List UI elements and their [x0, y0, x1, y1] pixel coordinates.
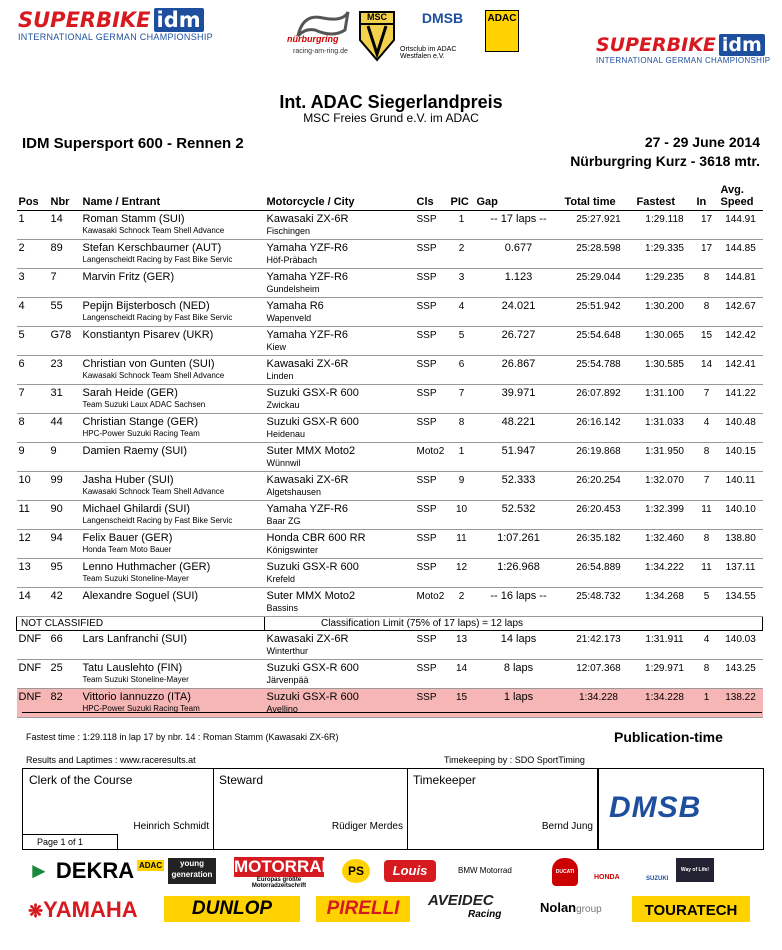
cell-cls: SSP [415, 689, 449, 718]
cell-nbr: 89 [49, 240, 81, 269]
cell-pic: 3 [449, 269, 475, 298]
cell-cls: SSP [415, 501, 449, 530]
cell-name: Lenno Huthmacher (GER) Team Suzuki Stoneline-Mayer [81, 559, 265, 588]
cell-total: 12:07.368 [563, 660, 635, 689]
cell-cls: Moto2 [415, 588, 449, 617]
cell-fastest: 1:31.100 [635, 385, 695, 414]
col-pos: Pos [17, 184, 49, 211]
ps-logo: PS [342, 859, 370, 883]
cell-speed: 140.48 [719, 414, 763, 443]
cell-cls: SSP [415, 240, 449, 269]
nurburgring-logo: nürburgring racing-am-ring.de [285, 8, 365, 68]
cell-pos: 11 [17, 501, 49, 530]
ducati-logo: DUCATI [552, 858, 578, 886]
cell-in: 11 [695, 501, 719, 530]
cell-total: 26:07.892 [563, 385, 635, 414]
cell-total: 21:42.173 [563, 631, 635, 660]
cell-total: 25:28.598 [563, 240, 635, 269]
motorrad-logo: MOTORRAD Europas größte Motorradzeitschrift [234, 857, 334, 889]
clerk-label: Clerk of the Course [29, 773, 133, 787]
cell-nbr: 42 [49, 588, 81, 617]
cell-nbr: 14 [49, 211, 81, 240]
cell-pos: 14 [17, 588, 49, 617]
table-row [17, 385, 763, 414]
cell-name: Roman Stamm (SUI) Kawasaki Schnock Team Shell Advance [81, 211, 265, 240]
table-row [17, 660, 763, 689]
table-row [17, 588, 763, 617]
cell-total: 26:20.254 [563, 472, 635, 501]
dmsb-box [598, 768, 764, 850]
cell-cls: SSP [415, 660, 449, 689]
cell-gap: 39.971 [475, 385, 563, 414]
cell-total: 25:51.942 [563, 298, 635, 327]
cell-pic: 13 [449, 631, 475, 660]
cell-name: Jasha Huber (SUI) Kawasaki Schnock Team Shell Advance [81, 472, 265, 501]
col-nbr: Nbr [49, 184, 81, 211]
adac-sponsor-logo: ADAC [139, 861, 163, 870]
cell-pic: 10 [449, 501, 475, 530]
cell-name: Felix Bauer (GER) Honda Team Moto Bauer [81, 530, 265, 559]
event-dates: 27 - 29 June 2014 [644, 134, 760, 150]
event-subtitle: MSC Freies Grund e.V. im ADAC [303, 111, 479, 125]
cell-moto: Honda CBR 600 RR Königswinter [265, 530, 415, 559]
table-row [17, 327, 763, 356]
timekeeper-name: Bernd Jung [541, 821, 593, 832]
table-row [17, 414, 763, 443]
cell-nbr: 25 [49, 660, 81, 689]
cell-in: 17 [695, 240, 719, 269]
dmsb-ortsclub-logo: DMSB Ortsclub im ADAC Westfalen e.V. [400, 10, 464, 60]
cell-pos: 1 [17, 211, 49, 240]
cell-in: 5 [695, 588, 719, 617]
event-title: Int. ADAC Siegerlandpreis [279, 92, 503, 112]
cell-in: 8 [695, 443, 719, 472]
bmw-logo: BMW Motorrad [458, 866, 512, 875]
cell-nbr: 23 [49, 356, 81, 385]
timekeeper-cell [407, 769, 598, 849]
table-row [17, 269, 763, 298]
table-row [17, 530, 763, 559]
cell-speed: 141.22 [719, 385, 763, 414]
cell-speed: 138.80 [719, 530, 763, 559]
col-in: In [695, 184, 719, 211]
cell-nbr: 7 [49, 269, 81, 298]
cell-speed: 134.55 [719, 588, 763, 617]
cell-in: 8 [695, 298, 719, 327]
publication-time: Publication-time [614, 729, 723, 745]
cell-nbr: G78 [49, 327, 81, 356]
cell-pic: 8 [449, 414, 475, 443]
col-total: Total time [563, 184, 635, 211]
cell-pic: 4 [449, 298, 475, 327]
cell-moto: Kawasaki ZX-6R Fischingen [265, 211, 415, 240]
cell-name: Pepijn Bijsterbosch (NED) Langenscheidt Racing by Fast Bike Servic [81, 298, 265, 327]
cell-cls: Moto2 [415, 443, 449, 472]
cell-speed: 143.25 [719, 660, 763, 689]
fastest-time-note: Fastest time : 1:29.118 in lap 17 by nbr. 14 : Roman Stamm (Kawasaki ZX-6R) [26, 732, 339, 742]
col-name: Name / Entrant [81, 184, 265, 211]
cell-total: 25:54.648 [563, 327, 635, 356]
cell-speed: 137.11 [719, 559, 763, 588]
superbike-logo-right: SUPERBIKE idm INTERNATIONAL GERMAN CHAMPIONSHIP [596, 34, 771, 65]
footer-divider [22, 712, 762, 713]
cell-pic: 14 [449, 660, 475, 689]
cell-pic: 2 [449, 588, 475, 617]
cell-pic: 1 [449, 443, 475, 472]
dekra-logo: ► DEKRA [28, 858, 135, 883]
cell-name: Konstiantyn Pisarev (UKR) [81, 327, 265, 356]
pirelli-logo: PIRELLI [316, 896, 410, 922]
aveidec-logo: AVEIDEC Racing [428, 892, 502, 920]
table-row [17, 443, 763, 472]
dmsb-logo: DMSB [609, 791, 702, 824]
cell-cls: SSP [415, 356, 449, 385]
cell-fastest: 1:30.200 [635, 298, 695, 327]
cell-pos: 2 [17, 240, 49, 269]
cell-total: 26:16.142 [563, 414, 635, 443]
cell-cls: SSP [415, 631, 449, 660]
cell-gap: 1 laps [475, 689, 563, 718]
table-row [17, 689, 763, 718]
cell-fastest: 1:32.070 [635, 472, 695, 501]
cell-moto: Kawasaki ZX-6R Winterthur [265, 631, 415, 660]
cell-name: Christian von Gunten (SUI) Kawasaki Schnock Team Shell Advance [81, 356, 265, 385]
cell-speed: 144.91 [719, 211, 763, 240]
cell-nbr: 55 [49, 298, 81, 327]
table-row [17, 211, 763, 240]
circuit-name: Nürburgring Kurz - 3618 mtr. [570, 153, 760, 169]
suzuki-logo: SUZUKI [646, 876, 669, 882]
cell-gap: -- 17 laps -- [475, 211, 563, 240]
cell-speed: 142.41 [719, 356, 763, 385]
cell-in: 8 [695, 660, 719, 689]
timekeeping-note: Timekeeping by : SDO SportTiming [444, 755, 585, 765]
cell-moto: Suzuki GSX-R 600 Järvenpää [265, 660, 415, 689]
cell-moto: Yamaha YZF-R6 Baar ZG [265, 501, 415, 530]
cell-fastest: 1:31.033 [635, 414, 695, 443]
young-generation-logo: young generation [168, 858, 216, 884]
cell-nbr: 82 [49, 689, 81, 718]
cell-total: 1:34.228 [563, 689, 635, 718]
louis-logo: Louis [384, 860, 436, 882]
cell-cls: SSP [415, 327, 449, 356]
cell-moto: Suzuki GSX-R 600 Krefeld [265, 559, 415, 588]
cell-pos: 4 [17, 298, 49, 327]
cell-total: 26:35.182 [563, 530, 635, 559]
cell-gap: 0.677 [475, 240, 563, 269]
adac-logo: ADAC [485, 10, 519, 52]
cell-speed: 144.85 [719, 240, 763, 269]
touratech-logo: TOURATECH [632, 896, 750, 922]
cell-pos: 5 [17, 327, 49, 356]
cell-moto: Suzuki GSX-R 600 Zwickau [265, 385, 415, 414]
cell-nbr: 31 [49, 385, 81, 414]
cell-cls: SSP [415, 385, 449, 414]
cell-pos: 7 [17, 385, 49, 414]
table-row [17, 356, 763, 385]
cell-gap: 1.123 [475, 269, 563, 298]
cell-fastest: 1:34.268 [635, 588, 695, 617]
cell-total: 25:29.044 [563, 269, 635, 298]
nolan-logo: Nolangroup [540, 900, 602, 915]
table-row [17, 559, 763, 588]
cell-name: Stefan Kerschbaumer (AUT) Langenscheidt Racing by Fast Bike Servic [81, 240, 265, 269]
cell-in: 11 [695, 559, 719, 588]
cell-gap: 52.532 [475, 501, 563, 530]
cell-fastest: 1:32.399 [635, 501, 695, 530]
col-fastest: Fastest [635, 184, 695, 211]
cell-speed: 142.42 [719, 327, 763, 356]
steward-name: Rüdiger Merdes [331, 821, 403, 832]
table-row [17, 631, 763, 660]
cell-gap: 8 laps [475, 660, 563, 689]
cell-name: Damien Raemy (SUI) [81, 443, 265, 472]
cell-nbr: 99 [49, 472, 81, 501]
cell-nbr: 90 [49, 501, 81, 530]
cell-gap: 1:26.968 [475, 559, 563, 588]
cell-pos: 13 [17, 559, 49, 588]
cell-nbr: 95 [49, 559, 81, 588]
cell-name: Alexandre Soguel (SUI) [81, 588, 265, 617]
cell-fastest: 1:32.460 [635, 530, 695, 559]
col-speed [719, 184, 763, 211]
not-classified-label: NOT CLASSIFIED [17, 617, 265, 631]
cell-moto: Yamaha YZF-R6 Gundelsheim [265, 269, 415, 298]
cell-pic: 9 [449, 472, 475, 501]
cell-pic: 1 [449, 211, 475, 240]
cell-pic: 11 [449, 530, 475, 559]
cell-moto: Yamaha YZF-R6 Kiew [265, 327, 415, 356]
table-row [17, 472, 763, 501]
cell-pic: 7 [449, 385, 475, 414]
cell-moto: Suzuki GSX-R 600 Avellino [265, 689, 415, 718]
cell-cls: SSP [415, 269, 449, 298]
cell-name: Sarah Heide (GER) Team Suzuki Laux ADAC Sachsen [81, 385, 265, 414]
cell-in: 8 [695, 269, 719, 298]
cell-gap: 24.021 [475, 298, 563, 327]
cell-name: Vittorio Iannuzzo (ITA) HPC-Power Suzuki Racing Team [81, 689, 265, 718]
cell-cls: SSP [415, 530, 449, 559]
table-header [17, 184, 763, 211]
cell-speed: 138.22 [719, 689, 763, 718]
col-moto: Motorcycle / City [265, 184, 415, 211]
cell-total: 25:27.921 [563, 211, 635, 240]
honda-logo: HONDA [594, 874, 620, 881]
cell-fastest: 1:29.118 [635, 211, 695, 240]
cell-nbr: 66 [49, 631, 81, 660]
cell-name: Marvin Fritz (GER) [81, 269, 265, 298]
cell-speed: 144.81 [719, 269, 763, 298]
cell-cls: SSP [415, 211, 449, 240]
superbike-logo-left: SUPERBIKE idm INTERNATIONAL GERMAN CHAMPIONSHIP [18, 8, 213, 42]
cell-cls: SSP [415, 414, 449, 443]
cell-speed: 142.67 [719, 298, 763, 327]
cell-fastest: 1:30.585 [635, 356, 695, 385]
cell-fastest: 1:31.911 [635, 631, 695, 660]
cell-gap: 51.947 [475, 443, 563, 472]
cell-nbr: 94 [49, 530, 81, 559]
classification-limit: Classification Limit (75% of 17 laps) = 12 laps [265, 617, 763, 631]
cell-pos: DNF [17, 660, 49, 689]
cell-pic: 12 [449, 559, 475, 588]
results-table [16, 184, 763, 718]
wayoflife-logo: Way of Life! [676, 858, 714, 882]
msc-logo: MSC [358, 10, 396, 62]
cell-fastest: 1:31.950 [635, 443, 695, 472]
cell-name: Michael Ghilardi (SUI) Langenscheidt Racing by Fast Bike Servic [81, 501, 265, 530]
not-classified-row [17, 617, 763, 631]
cell-moto: Yamaha R6 Wapenveld [265, 298, 415, 327]
dunlop-logo: DUNLOP [164, 896, 300, 922]
cell-moto: Yamaha YZF-R6 Höf-Präbach [265, 240, 415, 269]
cell-pic: 6 [449, 356, 475, 385]
cell-gap: -- 16 laps -- [475, 588, 563, 617]
cell-cls: SSP [415, 472, 449, 501]
cell-pos: 6 [17, 356, 49, 385]
cell-pos: 3 [17, 269, 49, 298]
steward-label: Steward [219, 773, 264, 787]
col-gap: Gap [475, 184, 563, 211]
cell-nbr: 9 [49, 443, 81, 472]
cell-fastest: 1:34.228 [635, 689, 695, 718]
cell-pos: 12 [17, 530, 49, 559]
cell-name: Lars Lanfranchi (SUI) [81, 631, 265, 660]
cell-gap: 52.333 [475, 472, 563, 501]
timekeeper-label: Timekeeper [413, 773, 476, 787]
table-row [17, 298, 763, 327]
cell-in: 15 [695, 327, 719, 356]
cell-total: 25:48.732 [563, 588, 635, 617]
cell-gap: 14 laps [475, 631, 563, 660]
cell-nbr: 44 [49, 414, 81, 443]
cell-moto: Suter MMX Moto2 Bassins [265, 588, 415, 617]
cell-cls: SSP [415, 559, 449, 588]
cell-fastest: 1:34.222 [635, 559, 695, 588]
cell-pos: DNF [17, 631, 49, 660]
cell-in: 4 [695, 414, 719, 443]
cell-fastest: 1:30.065 [635, 327, 695, 356]
cell-speed: 140.11 [719, 472, 763, 501]
race-name: IDM Supersport 600 - Rennen 2 [22, 135, 244, 152]
cell-in: 7 [695, 472, 719, 501]
cell-moto: Suzuki GSX-R 600 Heidenau [265, 414, 415, 443]
cell-moto: Suter MMX Moto2 Wünnwil [265, 443, 415, 472]
cell-pic: 5 [449, 327, 475, 356]
cell-in: 17 [695, 211, 719, 240]
cell-cls: SSP [415, 298, 449, 327]
cell-speed: 140.15 [719, 443, 763, 472]
cell-in: 14 [695, 356, 719, 385]
cell-in: 8 [695, 530, 719, 559]
cell-name: Christian Stange (GER) HPC-Power Suzuki Racing Team [81, 414, 265, 443]
clerk-name: Heinrich Schmidt [133, 821, 209, 832]
page-number: Page 1 of 1 [22, 834, 118, 850]
cell-speed: 140.03 [719, 631, 763, 660]
cell-in: 7 [695, 385, 719, 414]
cell-gap: 48.221 [475, 414, 563, 443]
cell-gap: 26.867 [475, 356, 563, 385]
table-row [17, 501, 763, 530]
cell-speed: 140.10 [719, 501, 763, 530]
cell-in: 1 [695, 689, 719, 718]
col-speed-bottom: Speed [720, 196, 754, 208]
cell-fastest: 1:29.971 [635, 660, 695, 689]
cell-pos: DNF [17, 689, 49, 718]
cell-total: 26:54.889 [563, 559, 635, 588]
col-pic: PIC [449, 184, 475, 211]
cell-pic: 15 [449, 689, 475, 718]
col-speed-top: Avg. [720, 184, 744, 196]
cell-total: 26:19.868 [563, 443, 635, 472]
cell-pos: 10 [17, 472, 49, 501]
col-cls: Cls [415, 184, 449, 211]
yamaha-logo: ❋YAMAHA [28, 897, 138, 922]
cell-gap: 1:07.261 [475, 530, 563, 559]
cell-gap: 26.727 [475, 327, 563, 356]
cell-total: 25:54.788 [563, 356, 635, 385]
cell-fastest: 1:29.235 [635, 269, 695, 298]
cell-pos: 8 [17, 414, 49, 443]
steward-cell [213, 769, 408, 849]
cell-moto: Kawasaki ZX-6R Algetshausen [265, 472, 415, 501]
cell-name: Tatu Lauslehto (FIN) Team Suzuki Stoneline-Mayer [81, 660, 265, 689]
cell-in: 4 [695, 631, 719, 660]
results-url: Results and Laptimes : www.raceresults.at [26, 755, 196, 765]
cell-moto: Kawasaki ZX-6R Linden [265, 356, 415, 385]
cell-fastest: 1:29.335 [635, 240, 695, 269]
cell-pos: 9 [17, 443, 49, 472]
cell-pic: 2 [449, 240, 475, 269]
table-row [17, 240, 763, 269]
cell-total: 26:20.453 [563, 501, 635, 530]
